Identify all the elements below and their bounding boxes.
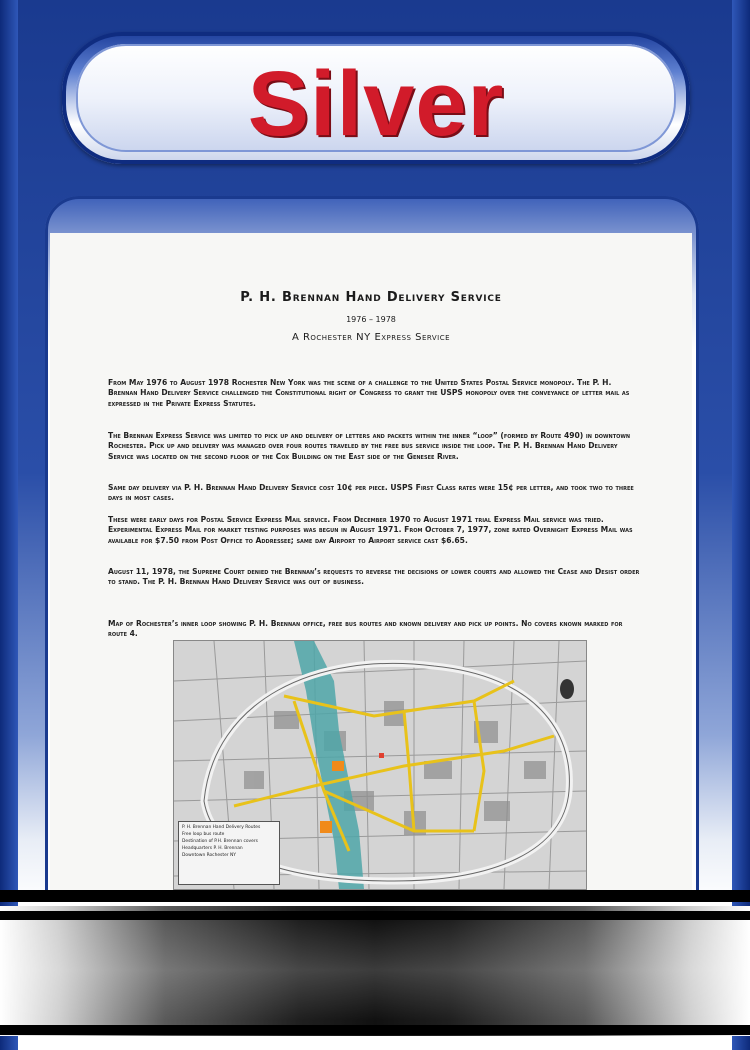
- legend-item: Downtown Rochester NY: [182, 853, 236, 858]
- paragraph-1: From May 1976 to August 1978 Rochester New York was the scene of a challenge to the United States Postal Service monopoly. The P. H. Brennan Hand Delivery Service challenged the Constitutional right of Congress to grant the USPS monopoly over the conveyance of letter mail as expressed in the Private Express Statutes.: [108, 378, 630, 408]
- map-legend: [178, 821, 280, 885]
- paragraph-6-map-caption: Map of Rochester’s inner loop showing P. H. Brennan office, free bus routes and known delivery and pick up points. No covers known marked for route 4.: [108, 619, 623, 639]
- legend-item: P. H. Brennan Hand Delivery Routes: [182, 825, 261, 830]
- bottom-divider-bar-2: [0, 911, 750, 920]
- title-banner-inner: [76, 44, 676, 155]
- page-title: Silver: [247, 53, 505, 155]
- rochester-route-map: [174, 641, 586, 889]
- bottom-sheen: [0, 920, 750, 1020]
- paragraph-5: August 11, 1978, the Supreme Court denied the Brennan’s requests to reverse the decisions of lower courts and allowed the Cease and Desist order to stand. The P. H. Brennan Hand Delivery Service was out of business.: [108, 567, 640, 587]
- bottom-divider-bar-3: [0, 1025, 750, 1035]
- paragraph-4: These were early days for Postal Service Express Mail service. From December 1970 to August 1971 trial Express Mail service was tried. Experimental Express Mail for market testing purposes was begun in August 1971. From October 7, 1977, zone rated Overnight Express Mail was available for $7.50 from Post Office to Addressee; same day Airport to Airport service cast $6.65.: [108, 515, 633, 545]
- legend-item: Headquarters P. H. Brennan: [182, 846, 243, 851]
- document-title: P. H. Brennan Hand Delivery Service: [240, 290, 502, 305]
- paragraph-3: Same day delivery via P. H. Brennan Hand Delivery Service cost 10¢ per piece. USPS First Class rates were 15¢ per letter, and took two to three days in most cases.: [108, 483, 634, 503]
- legend-item: Free loop bus route: [182, 832, 225, 837]
- paragraph-2: The Brennan Express Service was limited to pick up and delivery of letters and packets within the inner “loop” (formed by Route 490) in downtown Rochester. Pick up and delivery was managed over four routes traveled by the free bus service inside the loop. The P. H. Brennan Hand Delivery Service was located on the second floor of the Cox Building on the East side of the Genesee River.: [108, 431, 631, 461]
- bottom-divider-bar: [0, 890, 750, 902]
- legend-item: Destination of P.H. Brennan covers: [182, 839, 258, 844]
- document-subtitle: A Rochester NY Express Service: [291, 332, 451, 343]
- document-years: 1976 – 1978: [346, 315, 396, 324]
- title-banner: [62, 32, 690, 164]
